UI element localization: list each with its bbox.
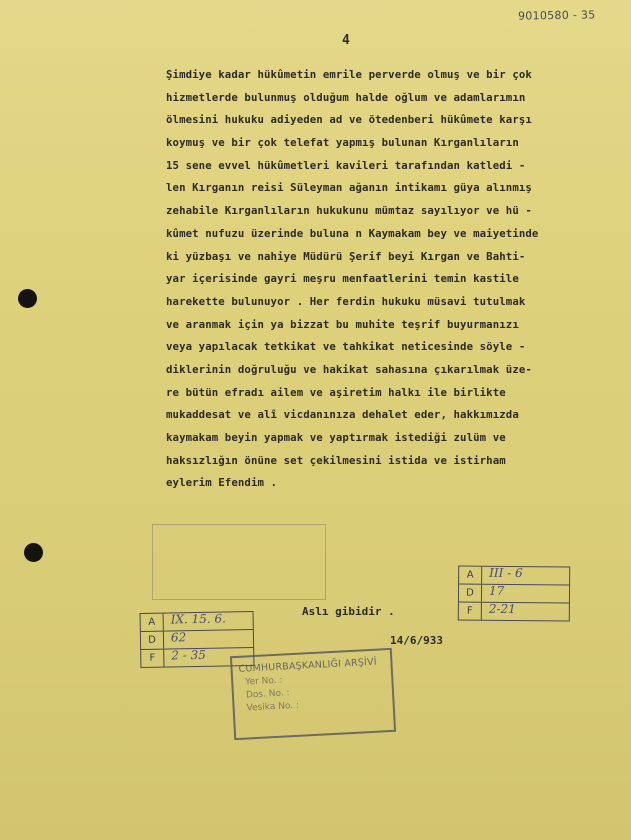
body-line: Şimdiye kadar hükûmetin emrile perverde olmuş ve bir çok bbox=[166, 68, 532, 81]
body-line: zehabile Kırganlıların hukukunu mümtaz sayılıyor ve hü - bbox=[166, 204, 532, 218]
stamp-value: 2 - 35 bbox=[171, 647, 206, 663]
stamp-value: 17 bbox=[488, 583, 505, 598]
body-line: ve aranmak için ya bizzat bu muhite teşrif buyurmanızı bbox=[166, 317, 519, 331]
closing-note: Aslı gibidir . bbox=[302, 605, 395, 618]
stamp-row bbox=[141, 612, 253, 632]
body-line: re bütün efradı ailem ve aşiretim halkı ile birlikte bbox=[166, 385, 506, 399]
stamp-letter: D bbox=[141, 632, 164, 649]
stamp-row bbox=[459, 567, 569, 586]
letter-body bbox=[166, 64, 606, 495]
stamp-letter: A bbox=[459, 567, 482, 584]
body-line: yar içerisinde gayri meşru menfaatlerini temin kastile bbox=[166, 272, 519, 286]
body-line: ölmesini hukuku adiyeden ad ve ötedenberi hükûmete karşı bbox=[166, 113, 532, 127]
stamp-value: 2-21 bbox=[488, 601, 516, 617]
body-line: koymuş ve bir çok telefat yapmış bulunan Kırganlıların bbox=[166, 136, 519, 150]
stamp-right bbox=[458, 566, 570, 622]
stamp-value: 62 bbox=[170, 630, 187, 645]
archive-stamp-field: Yer No. : bbox=[245, 675, 283, 688]
document-date: 14/6/933 bbox=[390, 634, 443, 647]
stamp-letter: F bbox=[141, 650, 164, 667]
body-line: haksızlığın önüne set çekilmesini istida ve istirham bbox=[166, 453, 506, 467]
body-line: 15 sene evvel hükûmetleri kavileri tarafından katledi - bbox=[166, 158, 526, 172]
body-line: kûmet nufuzu üzerinde buluna n Kaymakam bey ve maiyetinde bbox=[166, 226, 539, 240]
body-line: veya yapılacak tetkikat ve tahkikat neticesinde söyle - bbox=[166, 340, 526, 354]
page-number: 4 bbox=[342, 33, 350, 48]
body-line: len Kırganın reisi Süleyman ağanın intikamı güya alınmış bbox=[166, 181, 532, 195]
body-line: kaymakam beyin yapmak ve yaptırmak istediği zulüm ve bbox=[166, 431, 506, 444]
archive-stamp-field: Dos. No. : bbox=[245, 688, 290, 701]
punch-hole-lower bbox=[24, 543, 43, 562]
stamp-row bbox=[459, 585, 569, 604]
stamp-letter: F bbox=[459, 603, 482, 620]
stamp-row bbox=[459, 603, 569, 621]
archive-reference-number: 9010580 - 35 bbox=[517, 8, 596, 23]
stamp-letter: D bbox=[459, 585, 482, 602]
stamp-value: III - 6 bbox=[489, 565, 523, 581]
archive-stamp bbox=[230, 648, 396, 740]
body-line: harekette bulunuyor . Her ferdin hukuku müsavi tutulmak bbox=[166, 294, 526, 308]
archive-stamp-field: Vesika No. : bbox=[246, 700, 300, 714]
body-line: eylerim Efendim . bbox=[166, 476, 278, 490]
body-line: ki yüzbaşı ve nahiye Müdürü Şerif beyi Kırgan ve Bahti- bbox=[166, 249, 526, 263]
stamp-row bbox=[141, 630, 253, 650]
archive-stamp-title: CUMHURBAŞKANLIĞI ARŞİVİ bbox=[238, 656, 378, 675]
stamp-value: IX. 15. 6. bbox=[170, 611, 227, 627]
punch-hole-upper bbox=[18, 289, 37, 308]
body-line: diklerinin doğruluğu ve hakikat sahasına çıkarılmak üze- bbox=[166, 362, 532, 376]
faint-stamp-outline bbox=[152, 524, 326, 600]
body-line: hizmetlerde bulunmuş olduğum halde oğlum ve adamlarımın bbox=[166, 90, 526, 104]
body-line: mukaddesat ve alî vicdanınıza dehalet eder, hakkımızda bbox=[166, 408, 519, 422]
stamp-letter: A bbox=[141, 614, 164, 631]
